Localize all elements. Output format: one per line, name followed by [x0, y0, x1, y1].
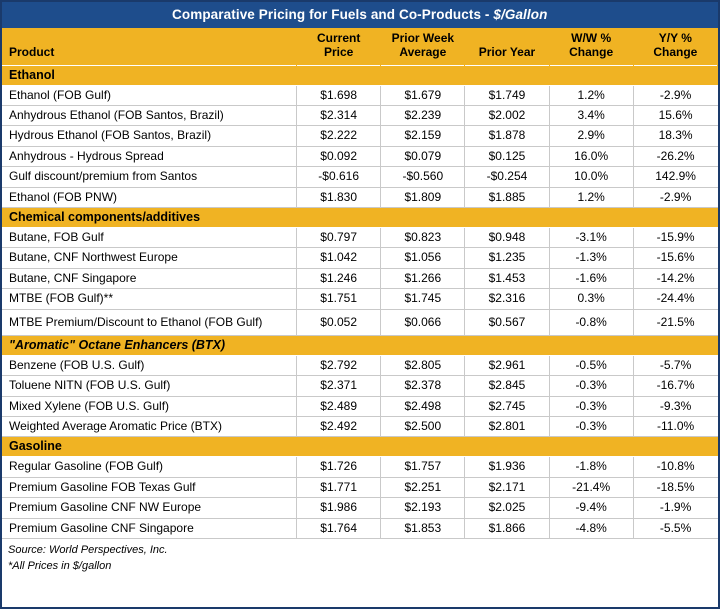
- yy-change-value: -2.9%: [633, 85, 717, 105]
- current-price-value: $1.042: [297, 248, 381, 268]
- current-price-value: $1.986: [297, 498, 381, 518]
- table-title-row: [2, 2, 718, 28]
- ww-change-value: 3.4%: [549, 105, 633, 125]
- ww-change-value: -0.3%: [549, 396, 633, 416]
- ww-change-value: 2.9%: [549, 126, 633, 146]
- prior-week-average-value: $2.805: [381, 355, 465, 375]
- current-price-value: $2.489: [297, 396, 381, 416]
- current-price-value: $0.092: [297, 146, 381, 166]
- table-row: [2, 396, 718, 416]
- column-header-current-price: Current Price: [297, 28, 381, 65]
- prior-year-value: $2.025: [465, 498, 549, 518]
- section-title: Ethanol: [2, 65, 718, 85]
- yy-change-value: 142.9%: [633, 167, 717, 187]
- table-row: [2, 477, 718, 497]
- table-title-main: Comparative Pricing for Fuels and Co-Products -: [172, 7, 494, 22]
- table-row: [2, 248, 718, 268]
- yy-change-value: -21.5%: [633, 309, 717, 335]
- current-price-value: -$0.616: [297, 167, 381, 187]
- column-header-prior-week-average: Prior Week Average: [381, 28, 465, 65]
- ww-change-value: 16.0%: [549, 146, 633, 166]
- product-label: MTBE (FOB Gulf)**: [2, 289, 297, 309]
- table-row: [2, 498, 718, 518]
- yy-change-value: -26.2%: [633, 146, 717, 166]
- yy-change-value: -2.9%: [633, 187, 717, 207]
- table-row: [2, 417, 718, 437]
- current-price-value: $1.830: [297, 187, 381, 207]
- prior-week-average-value: $2.239: [381, 105, 465, 125]
- prior-week-average-value: $2.378: [381, 376, 465, 396]
- product-label: Anhydrous - Hydrous Spread: [2, 146, 297, 166]
- product-label: Premium Gasoline CNF Singapore: [2, 518, 297, 538]
- table-footnotes: [2, 539, 718, 575]
- prior-year-value: $0.125: [465, 146, 549, 166]
- table-title-units: $/Gallon: [493, 7, 548, 22]
- yy-change-value: -15.6%: [633, 248, 717, 268]
- prior-week-average-value: $0.823: [381, 227, 465, 247]
- current-price-value: $2.792: [297, 355, 381, 375]
- table-row: [2, 309, 718, 335]
- prior-week-average-value: $2.498: [381, 396, 465, 416]
- prior-year-value: $2.316: [465, 289, 549, 309]
- product-label: Benzene (FOB U.S. Gulf): [2, 355, 297, 375]
- yy-change-value: -5.5%: [633, 518, 717, 538]
- yy-change-value: 15.6%: [633, 105, 717, 125]
- ww-change-value: -1.8%: [549, 457, 633, 477]
- footnote-source: Source: World Perspectives, Inc.: [8, 544, 168, 557]
- prior-year-value: $2.171: [465, 477, 549, 497]
- current-price-value: $2.492: [297, 417, 381, 437]
- yy-change-value: -14.2%: [633, 268, 717, 288]
- prior-year-value: $2.845: [465, 376, 549, 396]
- ww-change-value: -1.3%: [549, 248, 633, 268]
- prior-year-value: $1.453: [465, 268, 549, 288]
- column-header-prior-year: Prior Year: [465, 28, 549, 65]
- product-label: Premium Gasoline CNF NW Europe: [2, 498, 297, 518]
- table-row: [2, 518, 718, 538]
- prior-week-average-value: $1.809: [381, 187, 465, 207]
- prior-year-value: $1.878: [465, 126, 549, 146]
- ww-change-value: 1.2%: [549, 85, 633, 105]
- table-header-row: [2, 28, 718, 65]
- product-label: Butane, FOB Gulf: [2, 227, 297, 247]
- yy-change-value: 18.3%: [633, 126, 717, 146]
- ww-change-value: -1.6%: [549, 268, 633, 288]
- comparative-pricing-table: [2, 2, 718, 539]
- yy-change-value: -9.3%: [633, 396, 717, 416]
- ww-change-value: 10.0%: [549, 167, 633, 187]
- prior-year-value: $1.866: [465, 518, 549, 538]
- prior-week-average-value: $0.079: [381, 146, 465, 166]
- product-label: MTBE Premium/Discount to Ethanol (FOB Gulf): [2, 309, 297, 335]
- table-row: [2, 105, 718, 125]
- prior-year-value: $1.936: [465, 457, 549, 477]
- product-label: Anhydrous Ethanol (FOB Santos, Brazil): [2, 105, 297, 125]
- table-row: [2, 146, 718, 166]
- product-label: Premium Gasoline FOB Texas Gulf: [2, 477, 297, 497]
- prior-week-average-value: $1.757: [381, 457, 465, 477]
- current-price-value: $2.371: [297, 376, 381, 396]
- table-row: [2, 227, 718, 247]
- ww-change-value: -21.4%: [549, 477, 633, 497]
- ww-change-value: 1.2%: [549, 187, 633, 207]
- yy-change-value: -10.8%: [633, 457, 717, 477]
- prior-week-average-value: $2.251: [381, 477, 465, 497]
- ww-change-value: -0.5%: [549, 355, 633, 375]
- table-row: [2, 376, 718, 396]
- footnote-units: *All Prices in $/gallon: [8, 559, 112, 572]
- product-label: Butane, CNF Northwest Europe: [2, 248, 297, 268]
- current-price-value: $1.771: [297, 477, 381, 497]
- table-row: [2, 289, 718, 309]
- prior-week-average-value: $1.679: [381, 85, 465, 105]
- table-row: [2, 126, 718, 146]
- table-row: [2, 167, 718, 187]
- prior-year-value: $1.749: [465, 85, 549, 105]
- ww-change-value: 0.3%: [549, 289, 633, 309]
- ww-change-value: -0.3%: [549, 376, 633, 396]
- current-price-value: $1.764: [297, 518, 381, 538]
- prior-week-average-value: $1.853: [381, 518, 465, 538]
- section-title: Chemical components/additives: [2, 207, 718, 227]
- ww-change-value: -4.8%: [549, 518, 633, 538]
- yy-change-value: -16.7%: [633, 376, 717, 396]
- prior-year-value: $1.885: [465, 187, 549, 207]
- product-label: Butane, CNF Singapore: [2, 268, 297, 288]
- prior-week-average-value: $1.266: [381, 268, 465, 288]
- section-title: "Aromatic" Octane Enhancers (BTX): [2, 335, 718, 355]
- prior-year-value: -$0.254: [465, 167, 549, 187]
- yy-change-value: -5.7%: [633, 355, 717, 375]
- section-header-row: [2, 335, 718, 355]
- prior-year-value: $2.801: [465, 417, 549, 437]
- current-price-value: $0.052: [297, 309, 381, 335]
- table-row: [2, 268, 718, 288]
- current-price-value: $1.726: [297, 457, 381, 477]
- ww-change-value: -0.8%: [549, 309, 633, 335]
- prior-year-value: $2.002: [465, 105, 549, 125]
- ww-change-value: -0.3%: [549, 417, 633, 437]
- table-row: [2, 355, 718, 375]
- yy-change-value: -18.5%: [633, 477, 717, 497]
- section-header-row: [2, 207, 718, 227]
- product-label: Hydrous Ethanol (FOB Santos, Brazil): [2, 126, 297, 146]
- product-label: Gulf discount/premium from Santos: [2, 167, 297, 187]
- yy-change-value: -24.4%: [633, 289, 717, 309]
- table-row: [2, 457, 718, 477]
- yy-change-value: -11.0%: [633, 417, 717, 437]
- current-price-value: $1.751: [297, 289, 381, 309]
- prior-week-average-value: $2.159: [381, 126, 465, 146]
- column-header-product: Product: [2, 28, 297, 65]
- product-label: Weighted Average Aromatic Price (BTX): [2, 417, 297, 437]
- ww-change-value: -9.4%: [549, 498, 633, 518]
- column-header-ww-change: W/W % Change: [549, 28, 633, 65]
- current-price-value: $1.246: [297, 268, 381, 288]
- prior-week-average-value: -$0.560: [381, 167, 465, 187]
- table-title: [2, 2, 718, 28]
- prior-week-average-value: $1.056: [381, 248, 465, 268]
- prior-week-average-value: $2.500: [381, 417, 465, 437]
- section-header-row: [2, 437, 718, 457]
- product-label: Mixed Xylene (FOB U.S. Gulf): [2, 396, 297, 416]
- section-header-row: [2, 65, 718, 85]
- yy-change-value: -1.9%: [633, 498, 717, 518]
- product-label: Regular Gasoline (FOB Gulf): [2, 457, 297, 477]
- yy-change-value: -15.9%: [633, 227, 717, 247]
- table-row: [2, 85, 718, 105]
- prior-year-value: $2.961: [465, 355, 549, 375]
- column-header-yy-change: Y/Y % Change: [633, 28, 717, 65]
- prior-week-average-value: $1.745: [381, 289, 465, 309]
- current-price-value: $2.222: [297, 126, 381, 146]
- prior-week-average-value: $0.066: [381, 309, 465, 335]
- product-label: Toluene NITN (FOB U.S. Gulf): [2, 376, 297, 396]
- product-label: Ethanol (FOB Gulf): [2, 85, 297, 105]
- product-label: Ethanol (FOB PNW): [2, 187, 297, 207]
- current-price-value: $0.797: [297, 227, 381, 247]
- prior-year-value: $1.235: [465, 248, 549, 268]
- section-title: Gasoline: [2, 437, 718, 457]
- prior-year-value: $2.745: [465, 396, 549, 416]
- prior-year-value: $0.567: [465, 309, 549, 335]
- prior-year-value: $0.948: [465, 227, 549, 247]
- current-price-value: $2.314: [297, 105, 381, 125]
- current-price-value: $1.698: [297, 85, 381, 105]
- table-row: [2, 187, 718, 207]
- prior-week-average-value: $2.193: [381, 498, 465, 518]
- ww-change-value: -3.1%: [549, 227, 633, 247]
